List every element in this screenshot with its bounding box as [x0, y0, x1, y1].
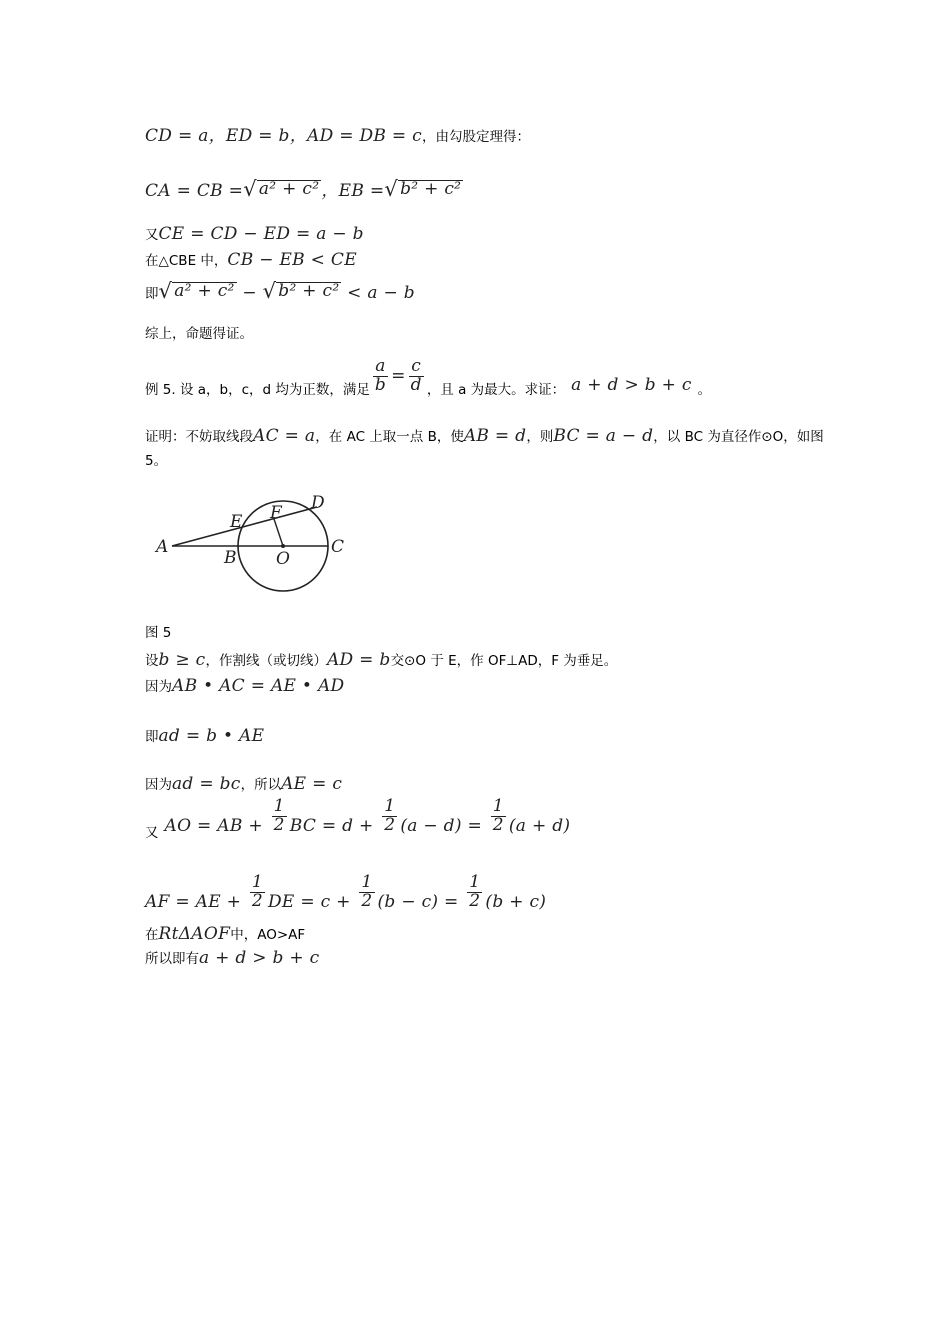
line-7 — [145, 356, 711, 398]
formula-ad-b-ae: ad = b • AE — [158, 726, 265, 746]
formula-ao-3: (a − d) = — [400, 815, 488, 836]
formula-ac: AC = a — [253, 426, 316, 446]
fraction-half: $\frac{1}{2}$ — [361, 872, 373, 911]
formula-rt-triangle: RtΔAOF — [158, 924, 231, 944]
perpendicular-of — [274, 519, 283, 546]
formula-ab: AB = d — [463, 426, 527, 446]
formula-secant-theorem: AB • AC = AE • AD — [172, 676, 345, 696]
label-o: O — [276, 549, 290, 569]
line-17 — [145, 950, 319, 967]
fraction-half: $\frac{1}{2}$ — [273, 796, 285, 835]
equals: = — [391, 366, 406, 387]
fraction-half: $\frac{1}{2}$ — [384, 796, 396, 835]
figure-5-diagram — [152, 490, 362, 600]
formula-cd-ed-ad: CD = a，ED = b，AD = DB = c — [145, 126, 422, 146]
point-o — [281, 544, 285, 548]
text: 又 — [145, 227, 159, 243]
text: 中，AO>AF — [230, 927, 306, 943]
label-a: A — [156, 537, 169, 557]
formula-ce: CE = CD − ED = a − b — [158, 224, 364, 244]
label-b: B — [224, 548, 237, 568]
formula-ad-bc: ad = bc — [172, 774, 241, 794]
text: ，在 AC 上取一点 B，使 — [315, 429, 464, 445]
label-e: E — [230, 512, 243, 532]
formula-af-4: (b + c) — [485, 891, 547, 912]
sqrt-a2-c2: √ a² + c² — [243, 177, 320, 201]
fraction-a-b: $\frac{a}{b}$ — [374, 356, 387, 396]
text: ，以 BC 为直径作⊙O，如图 — [653, 429, 824, 445]
line-10 — [145, 652, 617, 669]
fraction-half: $\frac{1}{2}$ — [469, 872, 481, 911]
formula-ao-4: (a + d) — [508, 815, 571, 836]
text: ，则 — [526, 429, 554, 445]
label-c: C — [331, 537, 345, 557]
line-13 — [145, 776, 342, 793]
formula-bc: BC = a − d — [553, 426, 654, 446]
formula-ca-cb: CA = CB = — [145, 181, 244, 201]
formula-ao-1: AO = AB + — [164, 815, 269, 836]
line-12 — [145, 728, 264, 745]
text: ，且 a 为最大。求证： — [426, 382, 566, 398]
text: 。 — [697, 382, 712, 398]
label-f: F — [270, 503, 282, 523]
line-15 — [145, 874, 546, 911]
text: 所以即有 — [145, 951, 199, 967]
text: 即 — [145, 286, 159, 302]
text: 因为 — [145, 679, 172, 695]
line-1 — [145, 128, 530, 145]
formula-eb: ，EB = — [321, 181, 385, 201]
label-d: D — [311, 493, 325, 513]
line-6 — [145, 328, 253, 342]
fraction-c-d: $\frac{c}{d}$ — [410, 356, 422, 396]
sqrt-b2-c2: √ b² + c² — [262, 279, 340, 303]
line-9 — [145, 455, 167, 469]
text: 交⊙O 于 E，作 OF⊥AD，F 为垂足。 — [390, 653, 618, 669]
formula-af-1: AF = AE + — [145, 891, 247, 912]
text: 设 — [145, 653, 159, 669]
text: 综上，命题得证。 — [145, 326, 253, 342]
text: 又 — [145, 825, 159, 842]
text: 即 — [145, 729, 159, 745]
text: 例 5. 设 a，b，c，d 均为正数，满足 — [145, 382, 370, 398]
formula-af-3: (b − c) = — [377, 891, 465, 912]
formula-claim: a + d > b + c — [571, 375, 692, 396]
line-2 — [145, 177, 463, 201]
text: 在△CBE 中， — [145, 253, 228, 269]
line-8 — [145, 428, 824, 445]
formula-ad-b: AD = b — [326, 650, 391, 670]
line-4 — [145, 252, 357, 269]
fraction-half: $\frac{1}{2}$ — [492, 796, 504, 835]
formula-ao-2: BC = d + — [289, 815, 380, 836]
secant-ad — [172, 507, 317, 546]
line-14 — [145, 796, 571, 842]
line-11 — [145, 678, 344, 695]
text: ，所以 — [240, 777, 282, 793]
figure-caption — [145, 627, 171, 641]
formula-af-2: DE = c + — [268, 891, 357, 912]
text: 5。 — [145, 453, 168, 469]
sqrt-b2-c2: √ b² + c² — [384, 177, 462, 201]
text: 证明：不妨取线段 — [145, 429, 253, 445]
formula-b-ge-c: b ≥ c — [158, 650, 206, 670]
caption-text: 图 5 — [145, 625, 172, 641]
text: 因为 — [145, 777, 172, 793]
text: ，作割线（或切线） — [205, 653, 327, 669]
line-16 — [145, 926, 305, 943]
fraction-half: $\frac{1}{2}$ — [251, 872, 263, 911]
text: ，由勾股定理得： — [421, 129, 530, 145]
sqrt-a2-c2: √ a² + c² — [158, 279, 235, 303]
formula-cb-eb: CB − EB < CE — [227, 250, 357, 270]
line-5 — [145, 279, 415, 303]
minus: − — [236, 283, 263, 303]
text: 在 — [145, 927, 159, 943]
formula-ae-c: AE = c — [281, 774, 343, 794]
formula-conclusion: a + d > b + c — [199, 948, 320, 968]
formula-tail: < a − b — [341, 283, 415, 303]
line-3 — [145, 226, 364, 243]
